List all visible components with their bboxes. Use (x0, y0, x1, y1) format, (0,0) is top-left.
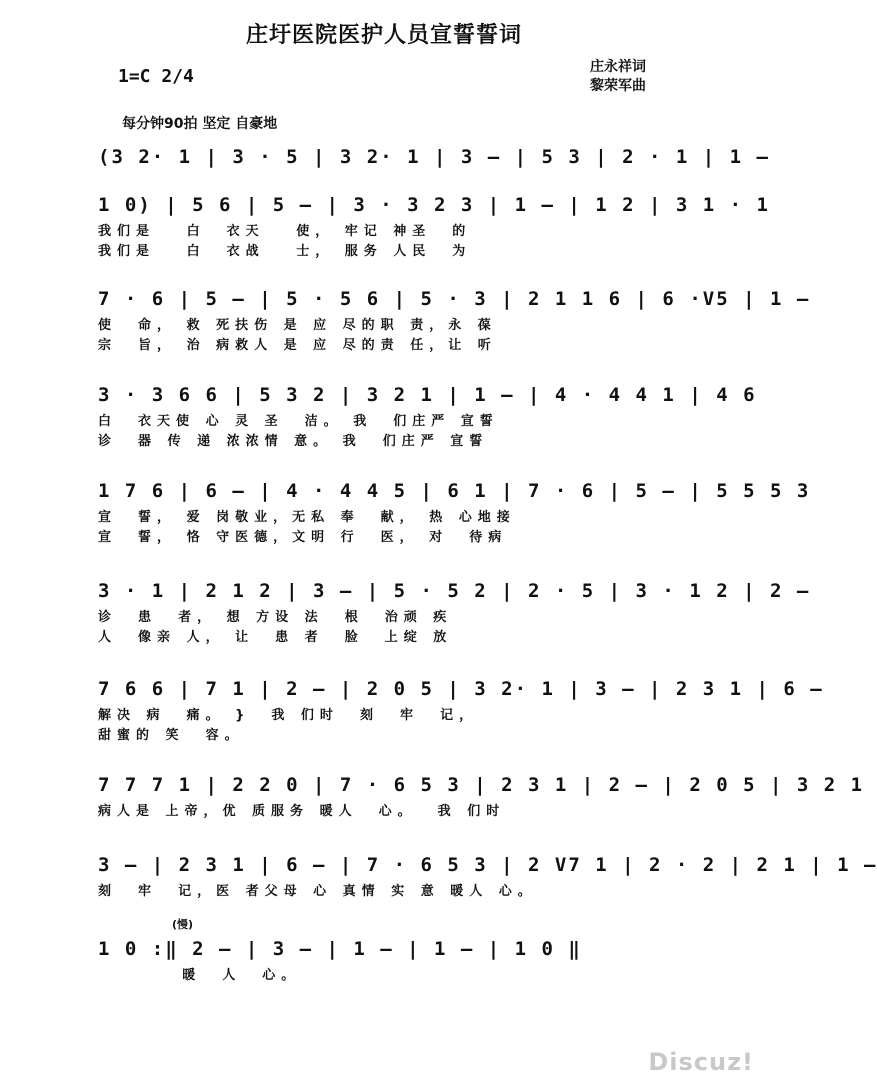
song-title: 庄圩医院医护人员宣誓誓词 (245, 23, 522, 48)
music-system-4 (98, 378, 757, 452)
lyric-verse-2: 我们是 白 衣战 士， 服务 人民 为 (98, 244, 472, 259)
lyric-verse-1: 病人是 上帝，优 质服务 暖人 心。 我 们时 (98, 804, 506, 819)
lyric-verse-2: 人 像亲 人， 让 患 者 脸 上绽 放 (98, 630, 453, 645)
notation-line: 3 · 3 6 6 | 5 3 2 | 3 2 1 | 1 – | 4 · 4 4 1 | 4 6 (98, 384, 757, 406)
music-system-9 (98, 848, 877, 902)
credits (590, 58, 646, 96)
music-system-6 (98, 574, 811, 648)
lyric-verse-1: 解决 病 痛。 } 我 们时 刻 牢 记， (98, 708, 479, 723)
lyric-verse-1: 暖 人 心。 (98, 968, 301, 983)
lyric-verse-2: 宣 誓， 恪 守医德，文明 行 医， 对 待病 (98, 530, 508, 545)
lyric-verse-1: 刻 牢 记，医 者父母 心 真情 实 意 暖人 心。 (98, 884, 537, 899)
notation-line: 1 0) | 5 6 | 5 – | 3 · 3 2 3 | 1 – | 1 2 | 3 1 · 1 (98, 194, 770, 216)
lyric-verse-2: 诊 器 传 递 浓浓情 意。 我 们庄严 宣誓 (98, 434, 489, 449)
notation-line: 1 0 :‖ 2 – | 3 – | 1 – | 1 – | 1 0 ‖ (98, 938, 582, 960)
composer: 黎荣军曲 (590, 78, 646, 94)
lyric-verse-1: 白 衣天使 心 灵 圣 洁。 我 们庄严 宣誓 (98, 414, 499, 429)
notation-line: 1 7 6 | 6 – | 4 · 4 4 5 | 6 1 | 7 · 6 | 5 – | 5 5 5 3 (98, 480, 811, 502)
notation-line: 3 – | 2 3 1 | 6 – | 7 · 6 5 3 | 2 V7 1 | 2 · 2 | 2 1 | 1 – (98, 854, 877, 876)
lyric-verse-2: 甜蜜的 笑 容。 (98, 728, 244, 743)
lyric-verse-1: 诊 患 者， 想 方设 法 根 治顽 疾 (98, 610, 453, 625)
notation-line: 7 6 6 | 7 1 | 2 – | 2 0 5 | 3 2· 1 | 3 – | 2 3 1 | 6 – (98, 678, 824, 700)
music-system-10 (98, 918, 670, 986)
lyric-verse-1: 宣 誓， 爱 岗敬业，无私 奉 献， 热 心地接 (98, 510, 516, 525)
music-system-5 (98, 474, 811, 548)
lyricist: 庄永祥词 (590, 59, 646, 75)
watermark-logo: Discuz! (648, 1048, 754, 1076)
lyric-verse-1: 使 命， 救 死扶伤 是 应 尽的职 责，永 葆 (98, 318, 497, 333)
tempo-marking: 每分钟90拍 坚定 自豪地 (122, 116, 278, 132)
music-system-1 (98, 140, 770, 174)
music-system-7 (98, 672, 824, 746)
music-system-2 (98, 188, 770, 262)
notation-line: 3 · 1 | 2 1 2 | 3 – | 5 · 5 2 | 2 · 5 | 3 · 1 2 | 2 – (98, 580, 811, 602)
key-signature: 1=C 2/4 (118, 66, 194, 87)
music-system-8 (98, 768, 865, 822)
music-system-3 (98, 282, 811, 356)
lyric-verse-1: 我们是 白 衣天 使， 牢记 神圣 的 (98, 224, 472, 239)
notation-line: (3 2· 1 | 3 · 5 | 3 2· 1 | 3 – | 5 3 | 2 · 1 | 1 – (98, 146, 770, 168)
tempo-change-slow: (慢) (172, 918, 194, 931)
notation-line: 7 · 6 | 5 – | 5 · 5 6 | 5 · 3 | 2 1 1 6 | 6 ·V5 | 1 – (98, 288, 811, 310)
notation-line: 7 7 7 1 | 2 2 0 | 7 · 6 5 3 | 2 3 1 | 2 – | 2 0 5 | 3 2 1 (98, 774, 865, 796)
lyric-verse-2: 宗 旨， 治 病救人 是 应 尽的责 任，让 听 (98, 338, 497, 353)
